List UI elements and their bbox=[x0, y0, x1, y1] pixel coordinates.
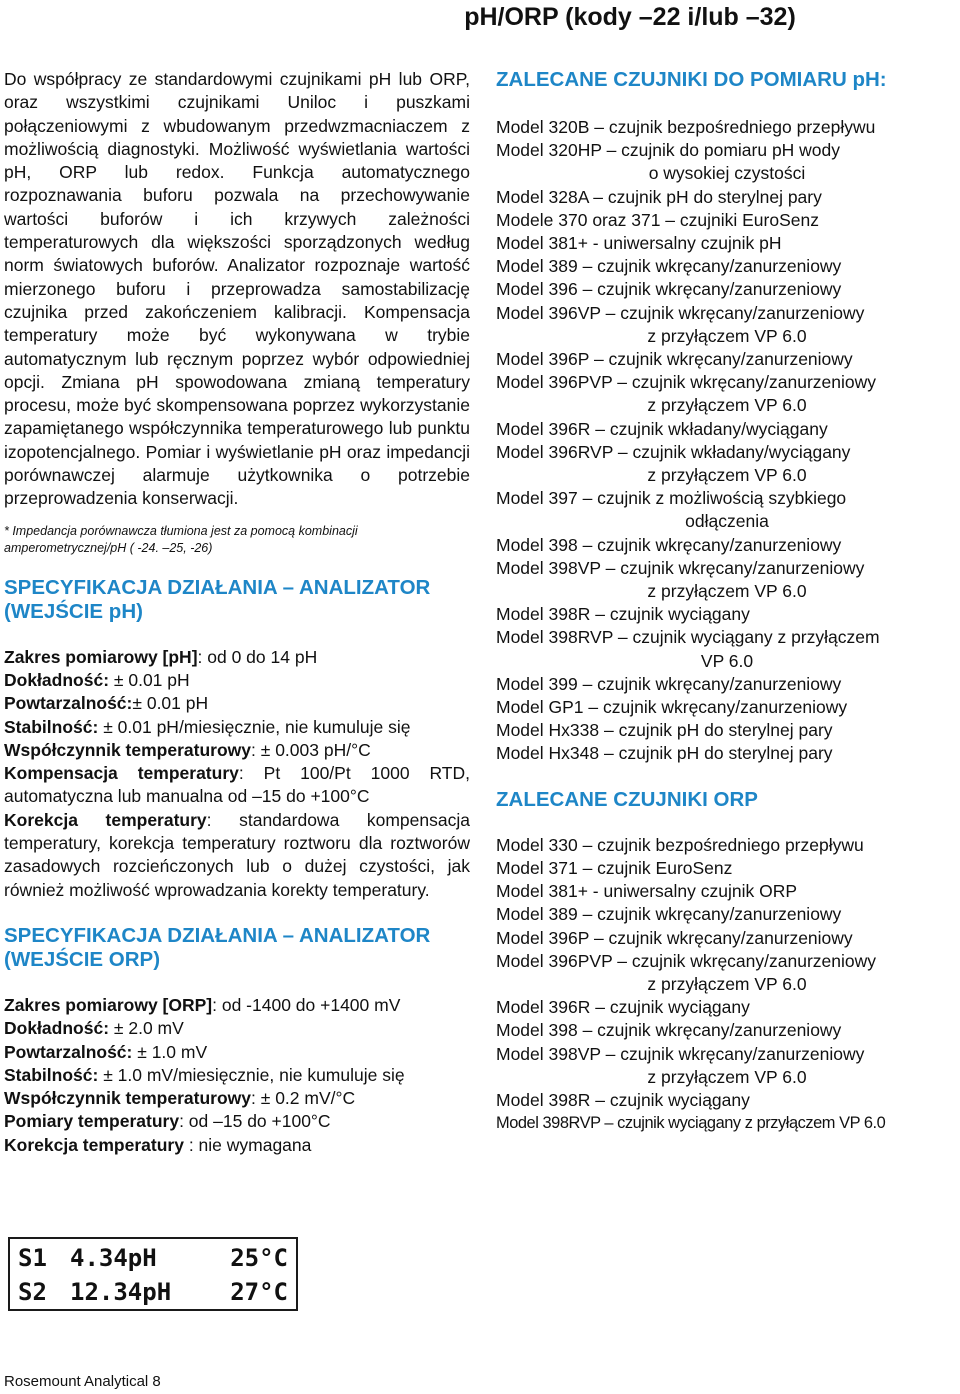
sensor-item bbox=[496, 186, 958, 209]
sensors-orp-title: ZALECANE CZUJNIKI ORP bbox=[496, 787, 758, 811]
spec-value: ± 0.01 pH bbox=[109, 669, 190, 690]
footnote: * Impedancja porównawcza tłumiona jest za pomocą kombinacji amperometrycznej/pH ( -24. –25, -26) bbox=[4, 523, 358, 555]
sensor-name-continuation: o wysokiej czystości bbox=[648, 163, 806, 184]
sensor-name: Model 398 – czujnik wkręcany/zanurzeniowy bbox=[496, 1020, 842, 1041]
spec-label: Pomiary temperatury bbox=[4, 1111, 180, 1132]
sensor-item bbox=[496, 880, 958, 903]
sensor-name-continuation: z przyłączem VP 6.0 bbox=[647, 1066, 807, 1087]
sensor-name-continuation: VP 6.0 bbox=[700, 650, 754, 671]
spec-item bbox=[4, 739, 470, 762]
spec-label: Korekcja temperatury bbox=[4, 1134, 184, 1155]
spec-label: Dokładność: bbox=[4, 1018, 110, 1039]
sensor-name: Model 396PVP – czujnik wkręcany/zanurzeniowy bbox=[496, 372, 877, 393]
spec-item bbox=[4, 1041, 470, 1064]
sensor-name: Model 389 – czujnik wkręcany/zanurzeniowy bbox=[496, 904, 842, 925]
sensor-name: Model 381+ - uniwersalny czujnik ORP bbox=[496, 881, 798, 902]
sensor-name: Model 398RVP – czujnik wyciągany z przyłączem VP 6.0 bbox=[496, 1114, 886, 1133]
sensor-name: Model 396VP – czujnik wkręcany/zanurzeniowy bbox=[496, 302, 865, 323]
sensor-name: Model 398RVP – czujnik wyciągany z przyłączem bbox=[496, 627, 880, 648]
spec-label: Zakres pomiarowy [ORP] bbox=[4, 994, 213, 1015]
sensor-item bbox=[496, 232, 958, 255]
sensor-name: Model 396P – czujnik wkręcany/zanurzeniowy bbox=[496, 349, 853, 370]
sensor-name: Model 320B – czujnik bezpośredniego przepływu bbox=[496, 117, 876, 137]
lcd-temp: 25°C bbox=[230, 1244, 288, 1272]
right-column bbox=[496, 68, 958, 1135]
lcd-label: S1 bbox=[18, 1244, 47, 1272]
spec-label: Współczynnik temperaturowy bbox=[4, 739, 251, 760]
sensor-item bbox=[496, 696, 958, 719]
spec-item bbox=[4, 762, 470, 809]
left-column bbox=[4, 68, 470, 1157]
sensor-name: Model 396 – czujnik wkręcany/zanurzeniowy bbox=[496, 279, 842, 300]
sensor-item bbox=[496, 371, 958, 417]
lcd-row-2 bbox=[18, 1277, 288, 1307]
lcd-display bbox=[8, 1237, 298, 1311]
sensor-name-continuation: z przyłączem VP 6.0 bbox=[647, 581, 807, 602]
sensor-name: Model 396RVP – czujnik wkładany/wyciągany bbox=[496, 441, 851, 462]
sensor-item bbox=[496, 857, 958, 880]
intro-paragraph: Do współpracy ze standardowymi czujnikami pH lub ORP, oraz wszystkimi czujnikami Uniloc i puszkami połączeniowymi z wbudowanym przedwzmacniaczem z możliwością diagnostyki. Możliwość wyświetlania wartości pH, ORP lub redox. Funkcja automatycznego rozpoznawania buforu pozwala na przechowywanie wartości buforów i ich krzywych zależności temperaturowych dla większości sporządzonych według norm światowych buforów. Analizator rozpoznaje wartość mierzonego buforu i przeprowadza samostabilizację czujnika przed zakończeniem kalibracji. Kompensacja temperatury może być wykonywana w trybie automatycznym lub ręcznym poprzez wybór odpowiedniej opcji. Zmiana pH spowodowana zmianą temperatury procesu, może być skompensowana poprzez wykorzystanie zapamiętanego współczynnika temperaturowego lub punktu izopotencjalnego. Pomiar i wyświetlanie pH oraz impedancji porównawczej alarmuje użytkownika o potrzebie przeprowadzenia konserwacji. bbox=[4, 69, 470, 509]
sensor-name: Model Hx348 – czujnik pH do sterylnej pary bbox=[496, 743, 833, 764]
sensor-name: Model 398R – czujnik wyciągany bbox=[496, 1089, 750, 1110]
spec-value: : Pt 100/Pt 1000 RTD, automatyczna lub manualna od –15 do +100°C bbox=[4, 763, 470, 807]
spec-value: ± 1.0 mV/miesięcznie, nie kumuluje się bbox=[98, 1064, 405, 1085]
spec-label: Dokładność: bbox=[4, 669, 110, 690]
spec-label: Powtarzalność: bbox=[4, 1041, 133, 1062]
sensor-name-continuation: odłączenia bbox=[685, 511, 769, 532]
spec-item bbox=[4, 646, 470, 669]
sensor-name: Model 396R – czujnik wkładany/wyciągany bbox=[496, 418, 828, 439]
page-footer: Rosemount Analytical 8 bbox=[4, 1373, 161, 1390]
sensor-name: Model Hx338 – czujnik pH do sterylnej pary bbox=[496, 720, 833, 741]
spec-label: Kompensacja temperatury bbox=[4, 763, 239, 784]
sensor-name: Model 320HP – czujnik do pomiaru pH wody bbox=[496, 140, 841, 161]
spec-item bbox=[4, 1087, 470, 1110]
sensors-ph-list bbox=[496, 116, 958, 766]
spec-label: Powtarzalność: bbox=[4, 693, 133, 714]
sensor-name-continuation: z przyłączem VP 6.0 bbox=[647, 973, 807, 994]
sensor-name: Model 389 – czujnik wkręcany/zanurzeniowy bbox=[496, 256, 842, 277]
lcd-value: 4.34pH bbox=[70, 1244, 157, 1272]
sensor-name: Model GP1 – czujnik wkręcany/zanurzeniowy bbox=[496, 697, 848, 718]
sensor-name: Model 399 – czujnik wkręcany/zanurzeniowy bbox=[496, 673, 842, 694]
spec-value: ± 2.0 mV bbox=[109, 1018, 184, 1039]
sensor-item bbox=[496, 1112, 958, 1135]
sensor-item bbox=[496, 302, 958, 348]
sensor-name: Model 398R – czujnik wyciągany bbox=[496, 604, 750, 625]
spec-value: : nie wymagana bbox=[183, 1134, 312, 1155]
sensor-name: Model 396PVP – czujnik wkręcany/zanurzeniowy bbox=[496, 950, 877, 971]
sensor-item bbox=[496, 348, 958, 371]
spec-item bbox=[4, 669, 470, 692]
spec-value: ± 0.01 pH/miesięcznie, nie kumuluje się bbox=[98, 716, 411, 737]
sensor-name: Model 371 – czujnik EuroSenz bbox=[496, 857, 733, 878]
sensor-item bbox=[496, 1043, 958, 1089]
sensor-item bbox=[496, 534, 958, 557]
sensor-name-continuation: z przyłączem VP 6.0 bbox=[647, 465, 807, 486]
sensor-item bbox=[496, 603, 958, 626]
spec-value: : ± 0.2 mV/°C bbox=[251, 1088, 356, 1109]
spec-label: Stabilność: bbox=[4, 716, 99, 737]
spec-orp-list bbox=[4, 994, 470, 1157]
spec-label: Stabilność: bbox=[4, 1064, 99, 1085]
sensor-item bbox=[496, 1019, 958, 1042]
sensor-item bbox=[496, 1089, 958, 1112]
spec-item bbox=[4, 692, 470, 715]
sensor-item bbox=[496, 418, 958, 441]
spec-item bbox=[4, 1110, 470, 1133]
sensor-name: Model 396R – czujnik wyciągany bbox=[496, 997, 750, 1018]
spec-orp-title: SPECYFIKACJA DZIAŁANIA – ANALIZATOR (WEJŚCIE ORP) bbox=[4, 923, 431, 971]
sensor-item bbox=[496, 673, 958, 696]
spec-label: Współczynnik temperaturowy bbox=[4, 1088, 251, 1109]
sensor-item bbox=[496, 996, 958, 1019]
sensor-item bbox=[496, 487, 958, 533]
spec-value: ± 0.01 pH bbox=[132, 693, 209, 714]
spec-item bbox=[4, 1017, 470, 1040]
page-title: pH/ORP (kody –22 i/lub –32) bbox=[464, 3, 796, 31]
sensor-item bbox=[496, 255, 958, 278]
spec-value: : standardowa kompensacja temperatury, korekcja temperatury roztworu dla roztworów zasadowych rozcieńczonych lub o dużej czystości, jak również możliwość wprowadzania korekty temperatury. bbox=[4, 809, 470, 900]
sensors-orp-list bbox=[496, 834, 958, 1136]
sensor-item bbox=[496, 139, 958, 185]
sensor-name: Model 381+ - uniwersalny czujnik pH bbox=[496, 233, 782, 254]
spec-item bbox=[4, 1134, 470, 1157]
sensor-item bbox=[496, 441, 958, 487]
sensor-name: Model 398VP – czujnik wkręcany/zanurzeniowy bbox=[496, 557, 865, 578]
sensors-ph-title: ZALECANE CZUJNIKI DO POMIARU pH: bbox=[496, 68, 887, 91]
spec-item bbox=[4, 1064, 470, 1087]
sensor-item bbox=[496, 626, 958, 672]
sensor-name: Model 328A – czujnik pH do sterylnej pary bbox=[496, 186, 822, 207]
sensor-name: Modele 370 oraz 371 – czujniki EuroSenz bbox=[496, 209, 819, 230]
spec-label: Zakres pomiarowy [pH] bbox=[4, 646, 198, 667]
sensor-name-continuation: z przyłączem VP 6.0 bbox=[647, 325, 807, 346]
spec-value: : od -1400 do +1400 mV bbox=[212, 994, 401, 1015]
spec-value: ± 1.0 mV bbox=[132, 1041, 208, 1062]
sensor-name-continuation: z przyłączem VP 6.0 bbox=[647, 395, 807, 416]
lcd-temp: 27°C bbox=[230, 1278, 288, 1306]
sensor-item bbox=[496, 278, 958, 301]
lcd-value: 12.34pH bbox=[70, 1278, 172, 1306]
sensor-name: Model 330 – czujnik bezpośredniego przepływu bbox=[496, 834, 864, 855]
spec-value: : od –15 do +100°C bbox=[179, 1111, 331, 1132]
sensor-item bbox=[496, 927, 958, 950]
spec-label: Korekcja temperatury bbox=[4, 809, 207, 830]
sensor-item bbox=[496, 719, 958, 742]
sensor-item bbox=[496, 742, 958, 765]
spec-item bbox=[4, 809, 470, 902]
spec-ph-list bbox=[4, 646, 470, 902]
spec-item bbox=[4, 994, 470, 1017]
sensor-item bbox=[496, 209, 958, 232]
spec-ph-title: SPECYFIKACJA DZIAŁANIA – ANALIZATOR (WEJŚCIE pH) bbox=[4, 575, 431, 623]
sensor-name: Model 396P – czujnik wkręcany/zanurzeniowy bbox=[496, 927, 853, 948]
sensor-item bbox=[496, 834, 958, 857]
spec-item bbox=[4, 716, 470, 739]
sensor-name: Model 398VP – czujnik wkręcany/zanurzeniowy bbox=[496, 1043, 865, 1064]
sensor-item bbox=[496, 950, 958, 996]
sensor-item bbox=[496, 903, 958, 926]
spec-value: : ± 0.003 pH/°C bbox=[251, 739, 371, 760]
spec-value: : od 0 do 14 pH bbox=[197, 646, 318, 667]
sensor-name: Model 398 – czujnik wkręcany/zanurzeniowy bbox=[496, 534, 842, 555]
lcd-label: S2 bbox=[18, 1278, 47, 1306]
sensor-item bbox=[496, 116, 958, 139]
sensor-item bbox=[496, 557, 958, 603]
lcd-row-1 bbox=[18, 1243, 288, 1273]
sensor-name: Model 397 – czujnik z możliwością szybkiego bbox=[496, 488, 847, 509]
